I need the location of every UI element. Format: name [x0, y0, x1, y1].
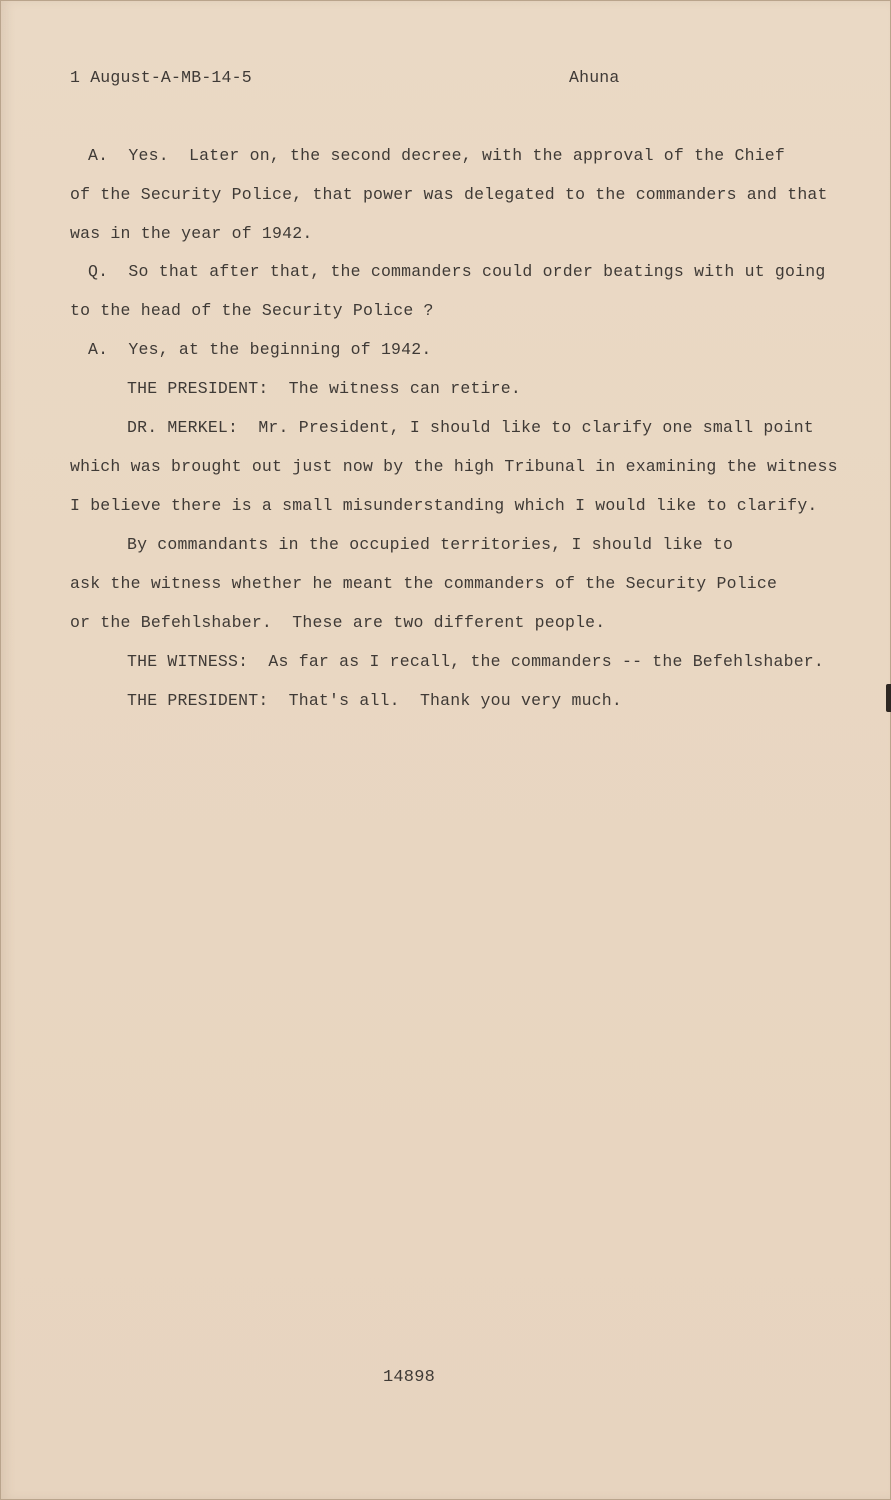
text-line: or the Befehlshaber. These are two different people.	[70, 613, 606, 632]
text-line: A. Yes, at the beginning of 1942.	[88, 340, 432, 359]
text-line: of the Security Police, that power was delegated to the commanders and that	[70, 185, 828, 204]
text-line: Q. So that after that, the commanders could order beatings with ut going	[88, 262, 826, 281]
text-line: DR. MERKEL: Mr. President, I should like to clarify one small point	[127, 418, 814, 437]
page-number: 14898	[383, 1368, 436, 1387]
text-line: which was brought out just now by the high Tribunal in examining the witness	[70, 457, 838, 476]
text-line: THE WITNESS: As far as I recall, the commanders -- the Befehlshaber.	[127, 652, 825, 671]
text-line: A. Yes. Later on, the second decree, with the approval of the Chief	[88, 146, 786, 165]
header-reporter: Ahuna	[569, 68, 620, 87]
text-line: THE PRESIDENT: That's all. Thank you very much.	[127, 691, 622, 710]
text-line: By commandants in the occupied territories, I should like to	[127, 535, 734, 554]
text-line: THE PRESIDENT: The witness can retire.	[127, 379, 521, 398]
text-line: was in the year of 1942.	[70, 224, 313, 243]
binding-clip-mark	[886, 684, 891, 712]
text-line: to the head of the Security Police ?	[70, 301, 434, 320]
text-line: I believe there is a small misunderstanding which I would like to clarify.	[70, 496, 818, 515]
text-line: ask the witness whether he meant the commanders of the Security Police	[70, 574, 778, 593]
header-reference: 1 August-A-MB-14-5	[70, 68, 252, 87]
